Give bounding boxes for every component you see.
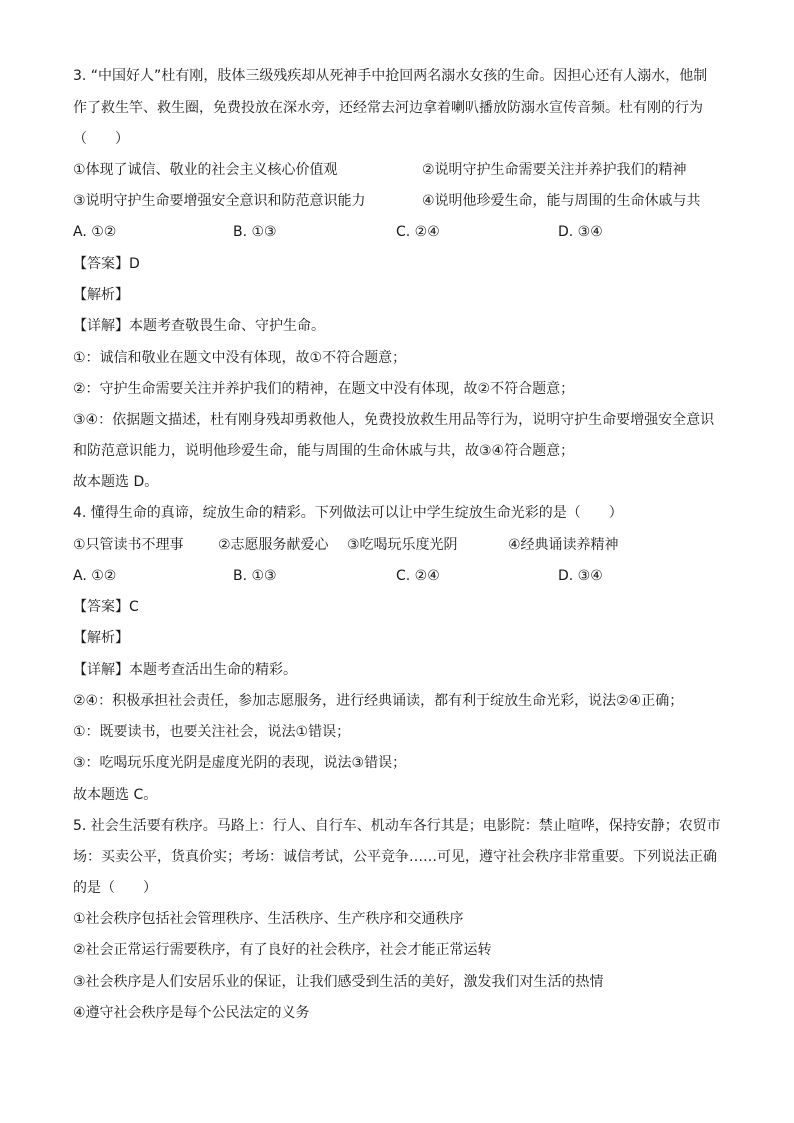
q5-statement-4: ④遵守社会秩序是每个公民法定的义务 — [73, 1005, 310, 1021]
q3-statement-3: ③说明守护生命要增强安全意识和防范意识能力 — [73, 193, 366, 209]
q4-choice-b: B. ①③ — [233, 568, 277, 584]
q4-explanation-2: ①：既要读书，也要关注社会，说法①错误； — [73, 724, 351, 740]
q3-statement-1: ①体现了诚信、敬业的社会主义核心价值观 — [73, 162, 338, 178]
q4-analysis-heading: 【解析】 — [73, 630, 129, 646]
q3-statement-2: ②说明守护生命需要关注并养护我们的精神 — [422, 162, 687, 178]
q4-choice-d: D. ③④ — [558, 568, 603, 584]
q5-stem-line3: 的是（ ） — [73, 880, 157, 896]
q4-statement-4: ④经典诵读养精神 — [508, 537, 619, 553]
q4-choice-c: C. ②④ — [396, 568, 440, 584]
q4-stem: 4. 懂得生命的真谛，绽放生命的精彩。下列做法可以让中学生绽放生命光彩的是（ ） — [73, 505, 623, 521]
q3-conclusion: 故本题选 D。 — [73, 474, 159, 490]
q4-explanation-3: ③：吃喝玩乐度光阴是虚度光阴的表现，说法③错误； — [73, 755, 407, 771]
q5-statement-2: ②社会正常运行需要秩序，有了良好的社会秩序，社会才能正常运转 — [73, 942, 492, 958]
q3-explanation-2: ②：守护生命需要关注并养护我们的精神，在题文中没有体现，故②不符合题意； — [73, 381, 575, 397]
q4-statement-1: ①只管读书不理事 — [73, 537, 184, 553]
q3-answer: 【答案】D — [73, 256, 140, 272]
q3-choice-b: B. ①③ — [233, 224, 277, 240]
q3-choice-d: D. ③④ — [558, 224, 603, 240]
q3-stem-line1: 3. “中国好人”杜有刚，肢体三级残疾却从死神手中抢回两名溺水女孩的生命。因担心还有人溺水，他制 — [73, 68, 708, 84]
q3-explanation-1: ①：诚信和敬业在题文中没有体现，故①不符合题意； — [73, 350, 407, 366]
q3-choice-c: C. ②④ — [396, 224, 440, 240]
q4-statement-2: ②志愿服务献爱心 — [218, 537, 329, 553]
q4-answer: 【答案】C — [73, 599, 139, 615]
q5-statement-1: ①社会秩序包括社会管理秩序、生活秩序、生产秩序和交通秩序 — [73, 911, 464, 927]
q4-conclusion: 故本题选 C。 — [73, 787, 158, 803]
q3-stem-line3: （ ） — [73, 131, 129, 147]
q3-stem-line2: 作了救生竿、救生圈，免费投放在深水旁，还经常去河边拿着喇叭播放防溺水宣传音频。杜有刚的行为 — [73, 100, 703, 116]
q4-detail: 【详解】本题考查活出生命的精彩。 — [73, 662, 297, 678]
q3-explanation-3-line2: 和防范意识能力，说明他珍爱生命，能与周围的生命休戚与共，故③④符合题意； — [73, 443, 575, 459]
q5-stem-line2: 场：买卖公平，货真价实；考场：诚信考试，公平竞争……可见，遵守社会秩序非常重要。下列说法正确 — [73, 849, 717, 865]
q5-statement-3: ③社会秩序是人们安居乐业的保证，让我们感受到生活的美好，激发我们对生活的热情 — [73, 974, 604, 990]
q3-analysis-heading: 【解析】 — [73, 287, 129, 303]
q4-explanation-1: ②④：积极承担社会责任，参加志愿服务，进行经典诵读，都有利于绽放生命光彩，说法②④正确； — [73, 693, 684, 709]
q3-statement-4: ④说明他珍爱生命，能与周围的生命休戚与共 — [422, 193, 701, 209]
q5-stem-line1: 5. 社会生活要有秩序。马路上：行人、自行车、机动车各行其是；电影院：禁止喧哗，保持安静；农贸市 — [73, 818, 721, 834]
q3-explanation-3-line1: ③④：依据题文描述，杜有刚身残却勇救他人，免费投放救生用品等行为，说明守护生命要增强安全意识 — [73, 412, 715, 428]
q4-statement-3: ③吃喝玩乐度光阴 — [347, 537, 458, 553]
q3-detail: 【详解】本题考查敬畏生命、守护生命。 — [73, 318, 325, 334]
q3-choice-a: A. ①② — [73, 224, 117, 240]
q4-choice-a: A. ①② — [73, 568, 117, 584]
